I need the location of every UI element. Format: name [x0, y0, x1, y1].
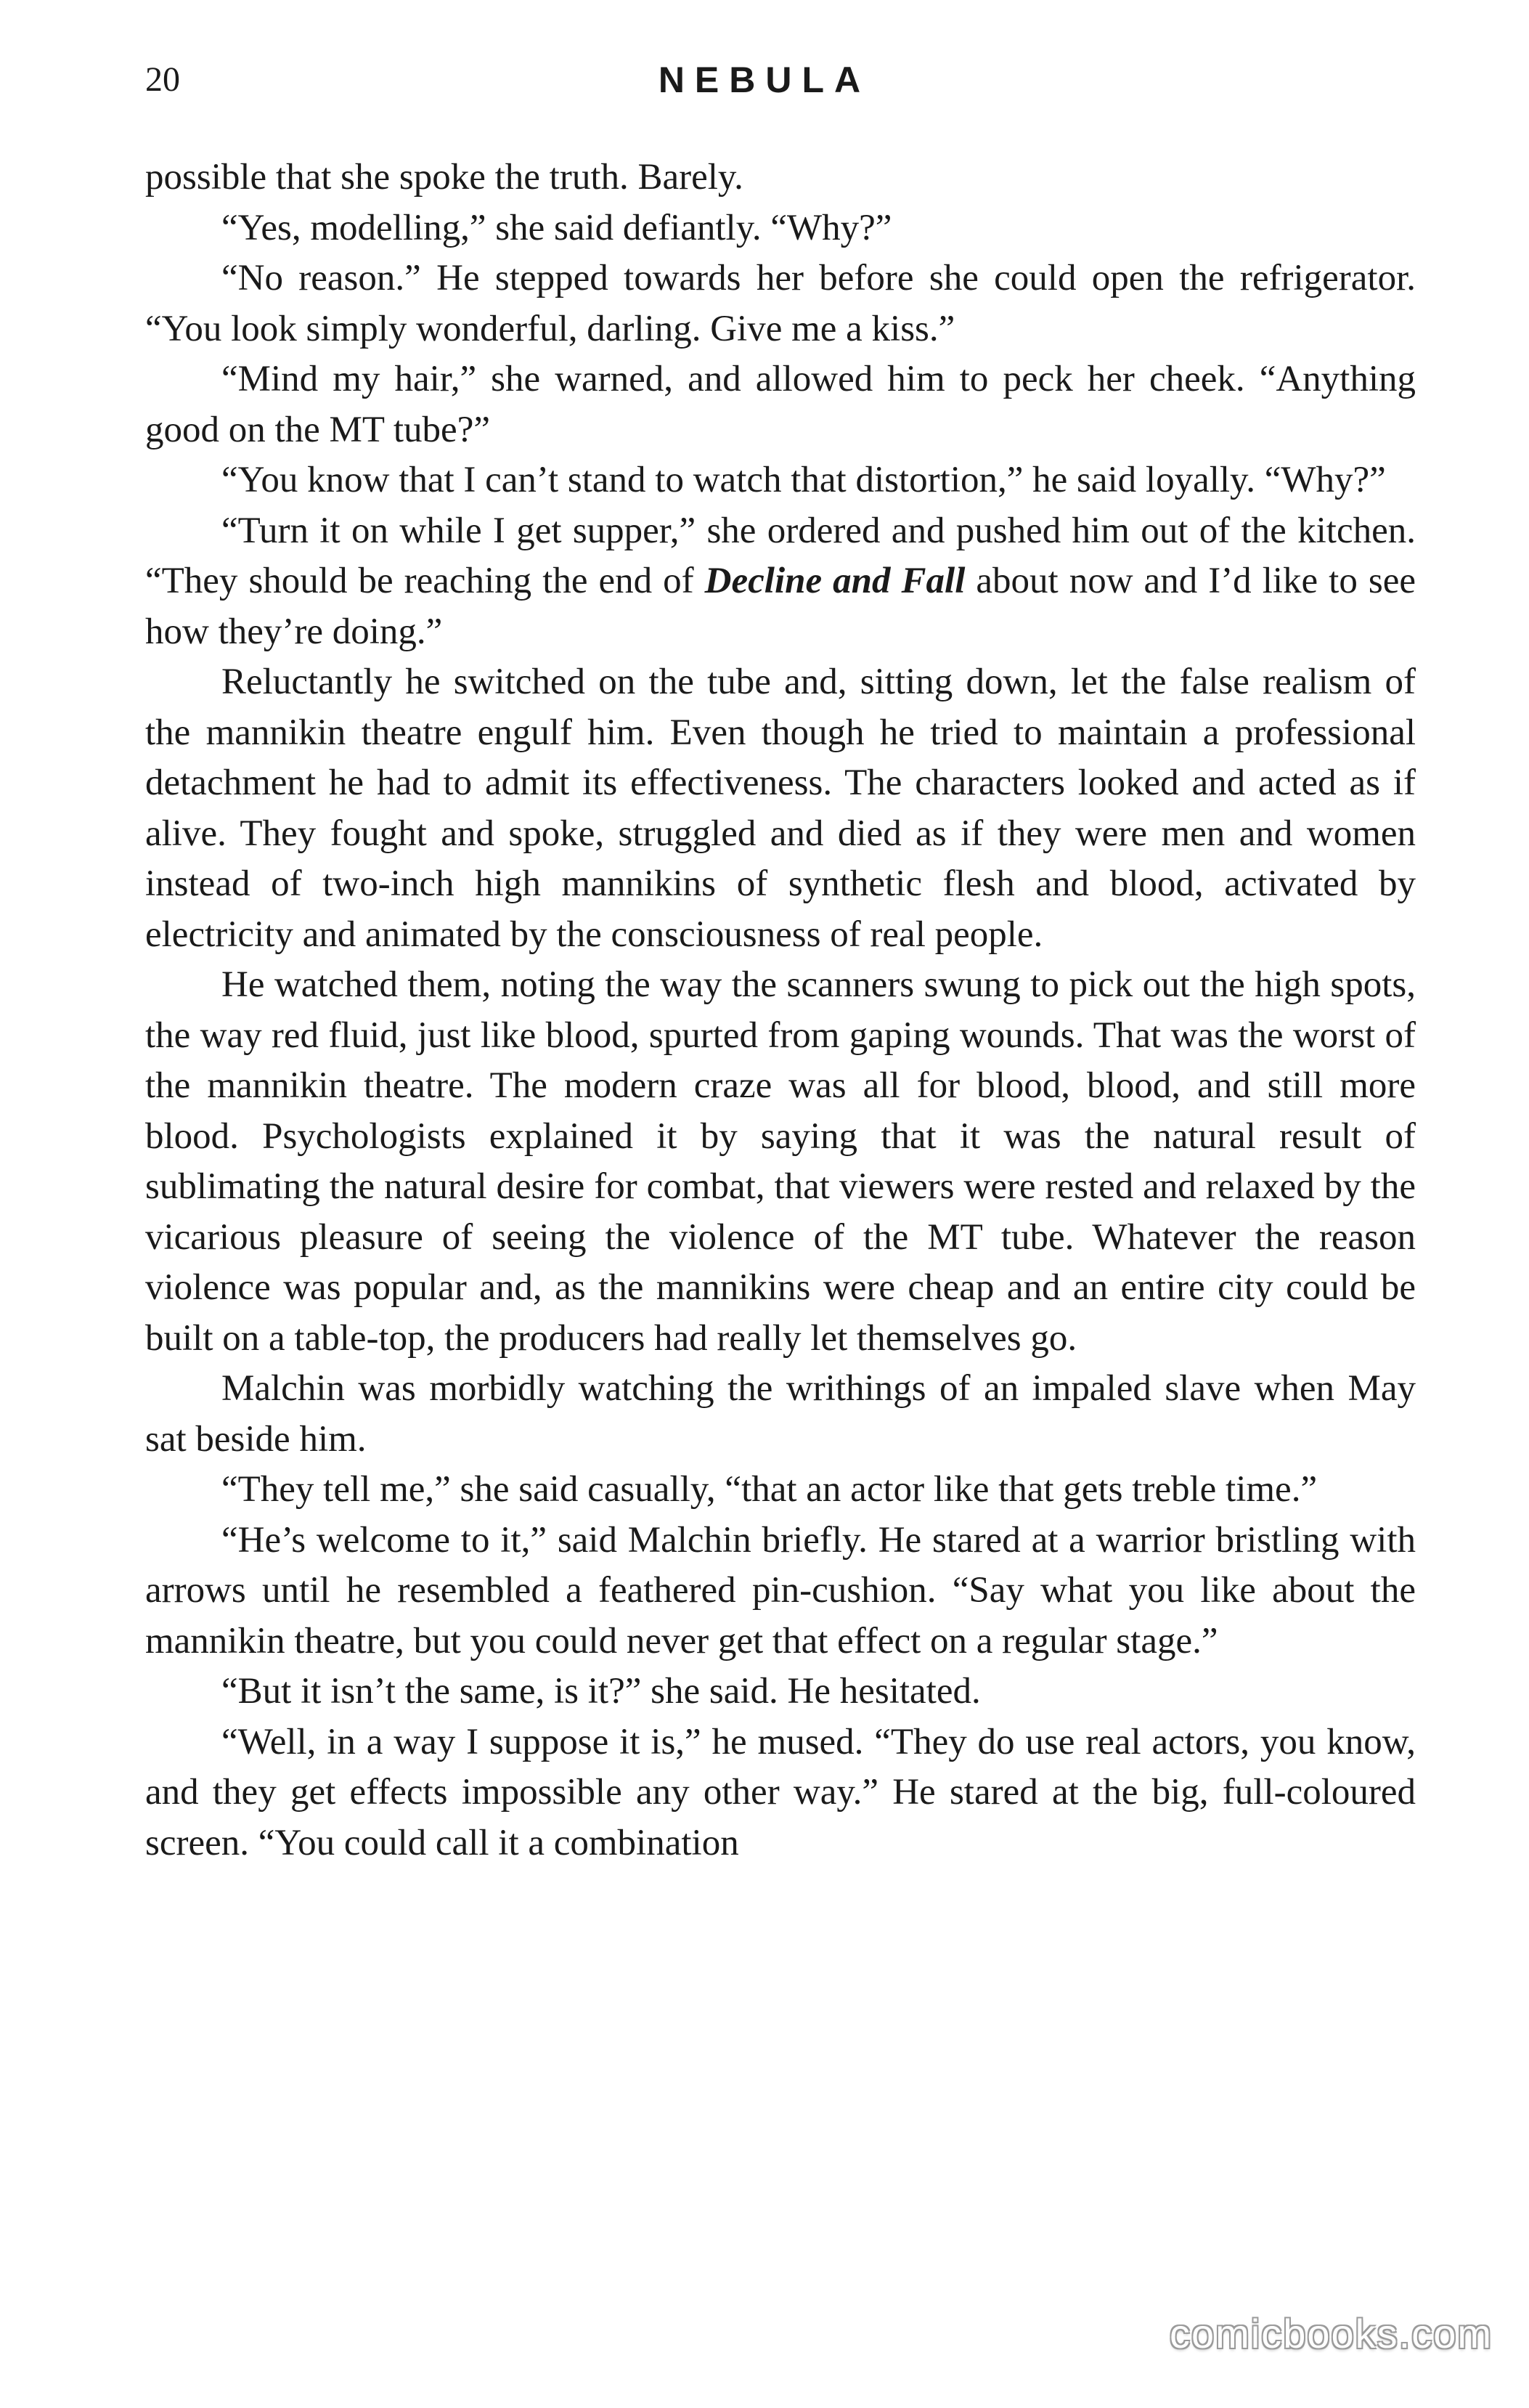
paragraph: “They tell me,” she said casually, “that an actor like that gets treble time.”	[221, 1469, 1318, 1510]
paragraph: “Well, in a way I suppose it is,” he mused. “They do use real actors, you know, and they get effects impossible any other way.” He stared at the big, full-coloured screen. “You could call it a combination	[145, 1721, 1416, 1863]
page-header	[145, 51, 1384, 109]
paragraph-text: about now and I’d like to see how they’re doing.”	[145, 561, 1416, 652]
paragraph: Malchin was morbidly watching the writhings of an impaled slave when May sat beside him.	[145, 1368, 1416, 1460]
paragraph: He watched them, noting the way the scanners swung to pick out the high spots, the way red fluid, just like blood, spurted from gaping wounds. That was the worst of the mannikin theatre. The modern craze was all for blood, blood, and still more blood. Psychologists explained it by saying that it was the natural result of sublimating the natural desire for combat, that viewers were rested and relaxed by the vicarious pleasure of seeing the violence of the MT tube. Whatever the reason violence was popular and, as the mannikins were cheap and an entire city could be built on a table-top, the producers had really let themselves go.	[145, 964, 1416, 1359]
italic-title: Decline and Fall	[704, 561, 966, 601]
paragraph-text: “Turn it on while I get supper,” she ordered and pushed him out of the kitchen. “They should be reaching the end of	[145, 510, 1416, 601]
running-title: NEBULA	[658, 60, 871, 100]
paragraph: Reluctantly he switched on the tube and, sitting down, let the false realism of the mannikin theatre engulf him. Even though he tried to maintain a professional detachment he had to admit its effectiveness. The characters looked and acted as if alive. They fought and spoke, struggled and died as if they were men and women instead of two-inch high mannikins of synthetic flesh and blood, activated by electricity and animated by the consciousness of real people.	[145, 662, 1416, 955]
paragraph: “Yes, modelling,” she said defiantly. “Why?”	[221, 207, 892, 248]
paragraph	[145, 506, 1416, 658]
paragraph: “He’s welcome to it,” said Malchin briefly. He stared at a warrior bristling with arrows until he resembled a feathered pin-cushion. “Say what you like about the mannikin theatre, but you could never get that effect on a regular stage.”	[145, 1519, 1416, 1661]
body-text	[145, 152, 1416, 1868]
watermark: comicbooks.com	[1169, 2311, 1493, 2356]
paragraph: “No reason.” He stepped towards her before she could open the refrigerator. “You look simply wonderful, darling. Give me a kiss.”	[145, 258, 1416, 349]
paragraph: possible that she spoke the truth. Barely.	[145, 157, 743, 198]
paragraph: “Mind my hair,” she warned, and allowed him to peck her cheek. “Anything good on the MT tube?”	[145, 359, 1416, 450]
paragraph: “But it isn’t the same, is it?” she said. He hesitated.	[221, 1671, 981, 1712]
page-number: 20	[145, 60, 180, 99]
paragraph: “You know that I can’t stand to watch that distortion,” he said loyally. “Why?”	[221, 460, 1386, 500]
